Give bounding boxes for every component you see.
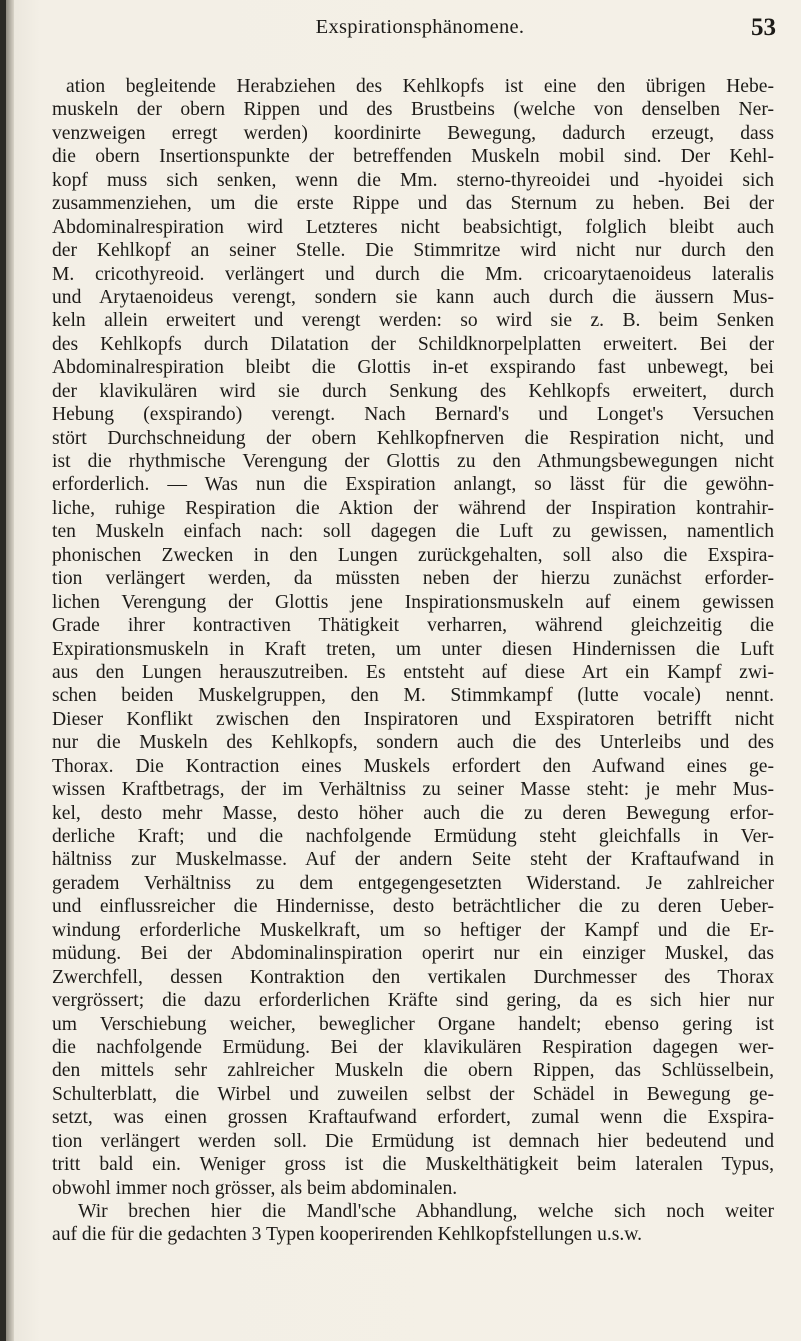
text-line: erforderlich. — Was nun die Exspiration anlangt, so lässt für die gewöhn- — [52, 474, 774, 496]
text-line: die nachfolgende Ermüdung. Bei der klavikulären Respiration dagegen wer- — [52, 1036, 774, 1058]
text-line: Dieser Konflikt zwischen den Inspiratoren und Exspiratoren betrifft nicht — [52, 708, 774, 730]
text-line: ten Muskeln einfach nach: soll dagegen die Luft zu gewissen, namentlich — [52, 521, 774, 543]
text-line: Hebung (exspirando) verengt. Nach Bernard's und Longet's Versuchen — [52, 404, 774, 426]
page-header — [60, 14, 780, 48]
text-line: um Verschiebung weicher, beweglicher Organe handelt; ebenso gering ist — [52, 1013, 774, 1035]
text-line: des Kehlkopfs durch Dilatation der Schildknorpelplatten erweitert. Bei der — [52, 333, 774, 355]
text-line: wissen Kraftbetrags, der im Verhältniss zu seiner Masse steht: je mehr Mus- — [52, 779, 774, 801]
text-line: Grade ihrer kontractiven Thätigkeit verharren, während gleichzeitig die — [52, 615, 774, 637]
text-line: und einflussreicher die Hindernisse, desto beträchtlicher die zu deren Ueber- — [52, 896, 774, 918]
text-line: und Arytaenoideus verengt, sondern sie kann auch durch die äussern Mus- — [52, 286, 774, 308]
text-line: der Kehlkopf an seiner Stelle. Die Stimmritze wird nicht nur durch den — [52, 240, 774, 262]
text-line: die obern Insertionspunkte der betreffenden Muskeln mobil sind. Der Kehl- — [52, 146, 774, 168]
text-line: tritt bald ein. Weniger gross ist die Muskelthätigkeit beim lateralen Typus, — [52, 1154, 774, 1176]
text-line: phonischen Zwecken in den Lungen zurückgehalten, soll also die Exspira- — [52, 544, 774, 566]
text-line: vergrössert; die dazu erforderlichen Kräfte sind gering, da es sich hier nur — [52, 990, 774, 1012]
text-line: der klavikulären wird sie durch Senkung des Kehlkopfs erweitert, durch — [52, 380, 774, 402]
text-line: aus den Lungen herauszutreiben. Es entsteht auf diese Art ein Kampf zwi- — [52, 661, 774, 683]
text-line: Schulterblatt, die Wirbel und zuweilen selbst der Schädel in Bewegung ge- — [52, 1083, 774, 1105]
text-line: tion verlängert werden, da müssten neben der hierzu zunächst erforder- — [52, 568, 774, 590]
text-line: stört Durchschneidung der obern Kehlkopfnerven die Respiration nicht, und — [52, 427, 774, 449]
text-line: Abdominalrespiration bleibt die Glottis in-et exspirando fast unbewegt, bei — [52, 357, 774, 379]
text-line: M. cricothyreoid. verlängert und durch die Mm. cricoarytaenoideus lateralis — [52, 263, 774, 285]
text-line: muskeln der obern Rippen und des Brustbeins (welche von denselben Ner- — [52, 99, 774, 121]
text-line: obwohl immer noch grösser, als beim abdominalen. — [52, 1177, 458, 1199]
text-line: liche, ruhige Respiration die Aktion der während der Inspiration kontrahir- — [52, 497, 774, 519]
text-line: kel, desto mehr Masse, desto höher auch die zu deren Bewegung erfor- — [52, 802, 774, 824]
text-line: Abdominalrespiration wird Letzteres nicht beabsichtigt, folglich bleibt auch — [52, 216, 774, 238]
page-number: 53 — [751, 14, 776, 41]
text-line: tion verlängert werden soll. Die Ermüdung ist demnach hier bedeutend und — [52, 1130, 774, 1152]
body-text — [52, 75, 774, 1247]
text-line: kopf muss sich senken, wenn die Mm. sterno-thyreoidei und -hyoidei sich — [52, 169, 774, 191]
text-line: ist die rhythmische Verengung der Glottis zu den Athmungsbewegungen nicht — [52, 451, 774, 472]
text-line: auf die für die gedachten 3 Typen kooperirenden Kehlkopfstellungen u.s.w. — [52, 1224, 643, 1246]
text-line: geradem Verhältniss zu dem entgegengesetzten Widerstand. Je zahlreicher — [52, 872, 774, 894]
text-line: hältniss zur Muskelmasse. Auf der andern Seite steht der Kraftaufwand in — [52, 849, 774, 871]
text-line: Expirationsmuskeln in Kraft treten, um unter diesen Hindernissen die Luft — [52, 638, 774, 660]
text-line: nur die Muskeln des Kehlkopfs, sondern auch die des Unterleibs und des — [52, 732, 774, 754]
text-line: ation begleitende Herabziehen des Kehlkopfs ist eine den übrigen Hebe- — [66, 76, 774, 97]
text-line: lichen Verengung der Glottis jene Inspirationsmuskeln auf einem gewissen — [52, 591, 774, 613]
text-line: schen beiden Muskelgruppen, den M. Stimmkampf (lutte vocale) nennt. — [52, 685, 774, 707]
text-line: müdung. Bei der Abdominalinspiration operirt nur ein einziger Muskel, das — [52, 943, 774, 965]
text-line: den mittels sehr zahlreicher Muskeln die obern Rippen, das Schlüsselbein, — [52, 1060, 774, 1082]
text-line: windung erforderliche Muskelkraft, um so heftiger der Kampf und die Er- — [52, 919, 774, 941]
text-line: Thorax. Die Kontraction eines Muskels erfordert den Aufwand eines ge- — [52, 755, 774, 777]
binding-shadow — [6, 0, 14, 1341]
text-line: Wir brechen hier die Mandl'sche Abhandlung, welche sich noch weiter — [78, 1201, 774, 1222]
text-line: setzt, was einen grossen Kraftaufwand erfordert, zumal wenn die Exspira- — [52, 1107, 774, 1129]
text-line: zusammenziehen, um die erste Rippe und das Sternum zu heben. Bei der — [52, 193, 774, 215]
text-line: derliche Kraft; und die nachfolgende Ermüdung steht gleichfalls in Ver- — [52, 826, 774, 847]
text-line: Zwerchfell, dessen Kontraktion den vertikalen Durchmesser des Thorax — [52, 966, 774, 988]
text-line: venzweigen erregt werden) koordinirte Bewegung, dadurch erzeugt, dass — [52, 122, 774, 144]
text-line: keln allein erweitert und verengt werden: so wird sie z. B. beim Senken — [52, 310, 774, 332]
running-head: Exspirationsphänomene. — [315, 16, 525, 38]
